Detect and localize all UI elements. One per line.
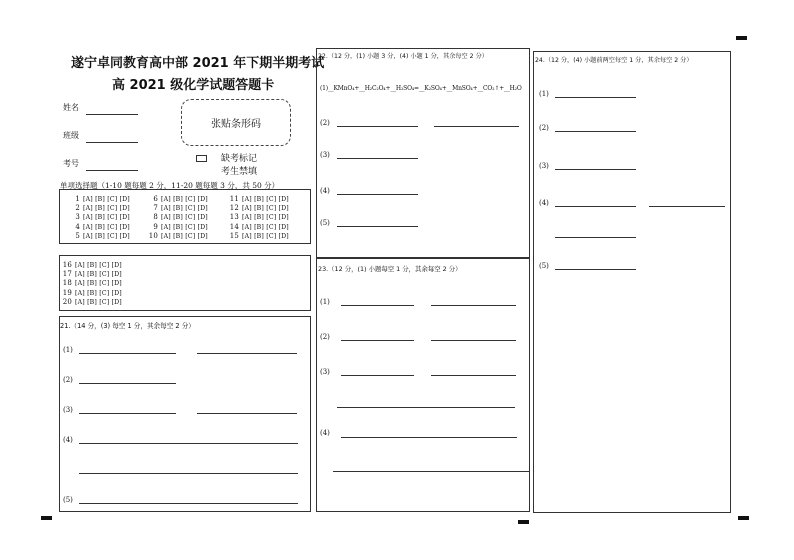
q23-answer-1b[interactable] (431, 305, 516, 306)
mcq-options[interactable]: [A] [B] [C] [D] (242, 223, 289, 231)
mcq-options[interactable]: [A] [B] [C] [D] (242, 232, 289, 240)
q23-part-4: (4) (320, 429, 330, 437)
q22-answer-2a[interactable] (337, 126, 418, 127)
q23-box (316, 258, 530, 512)
q24-part-2: (2) (539, 124, 549, 132)
q21-part-3: (3) (63, 406, 73, 414)
mcq-number: 17 (62, 270, 72, 279)
mcq-options[interactable]: [A] [B] [C] [D] (75, 262, 122, 269)
q24-answer-4b[interactable] (649, 206, 725, 207)
mcq-options[interactable]: [A] [B] [C] [D] (83, 223, 130, 231)
registration-mark-bottom-right (738, 516, 749, 520)
mcq-options[interactable]: [A] [B] [C] [D] (83, 196, 130, 203)
q21-part-5: (5) (63, 496, 73, 504)
mcq-question-13[interactable] (227, 213, 289, 221)
q22-answer-2b[interactable] (434, 126, 519, 127)
registration-mark-top-right (736, 36, 747, 40)
mcq-number: 16 (62, 261, 72, 269)
mcq-question-18[interactable] (60, 279, 122, 287)
q23-part-1: (1) (320, 298, 330, 306)
q24-answer-2[interactable] (555, 131, 636, 132)
q21-answer-3b[interactable] (197, 413, 297, 414)
q24-answer-1[interactable] (555, 97, 636, 98)
name-field[interactable] (86, 114, 138, 115)
q21-heading: 21.（14 分，(3) 每空 1 分，其余每空 2 分） (60, 322, 195, 330)
mcq-question-7[interactable] (146, 204, 208, 212)
mcq-number: 12 (229, 204, 239, 213)
mcq-options[interactable]: [A] [B] [C] [D] (161, 214, 208, 222)
q24-heading: 24.（12 分，(4) 小题前两空每空 1 分，其余每空 2 分） (535, 57, 693, 64)
q22-equation: (1)__KMnO₄+__H₂C₂O₄+__H₂SO₄=__K₂SO₄+__MnSO₄+__CO₂↑+__H₂O (320, 85, 522, 92)
q22-answer-3[interactable] (337, 158, 418, 159)
class-field[interactable] (86, 142, 138, 143)
card-subtitle: 高 2021 级化学试题答题卡 (112, 78, 275, 93)
q23-part-3: (3) (320, 368, 330, 376)
mcq-options[interactable]: [A] [B] [C] [D] (83, 205, 130, 213)
q22-part-4: (4) (320, 187, 330, 195)
mcq-options[interactable]: [A] [B] [C] [D] (242, 196, 289, 203)
mcq-options[interactable]: [A] [B] [C] [D] (83, 232, 130, 240)
mcq-options[interactable]: [A] [B] [C] [D] (161, 223, 208, 231)
mcq-options[interactable]: [A] [B] [C] [D] (242, 205, 289, 213)
q21-answer-5[interactable] (79, 503, 298, 504)
q22-answer-4[interactable] (337, 194, 418, 195)
q22-heading: 22.（12 分，(1) 小题 3 分，(4) 小题 1 分，其余每空 2 分） (318, 53, 488, 60)
mcq-options[interactable]: [A] [B] [C] [D] (161, 196, 208, 203)
q23-answer-1a[interactable] (341, 305, 414, 306)
q22-answer-5[interactable] (337, 226, 418, 227)
q21-part-1: (1) (63, 346, 73, 354)
mcq-number: 9 (153, 222, 158, 231)
mcq-question-16[interactable] (60, 261, 122, 269)
mcq-question-15[interactable] (227, 232, 289, 240)
mcq-question-6[interactable] (146, 195, 208, 203)
q23-answer-2a[interactable] (341, 340, 414, 341)
absent-mark-label: 缺考标记 (221, 154, 258, 164)
mcq-number: 10 (148, 231, 158, 240)
mcq-question-10[interactable] (146, 232, 208, 240)
mcq-question-17[interactable] (60, 270, 122, 278)
mcq-number: 15 (229, 231, 239, 240)
mcq-number: 5 (75, 231, 80, 240)
q21-answer-3a[interactable] (79, 413, 176, 414)
mcq-options[interactable]: [A] [B] [C] [D] (75, 280, 122, 288)
mcq-question-3[interactable] (68, 213, 130, 221)
q21-answer-4[interactable] (79, 443, 298, 444)
q21-box (59, 316, 311, 512)
mcq-number: 18 (62, 279, 72, 288)
mcq-question-8[interactable] (146, 213, 208, 221)
mcq-question-20[interactable] (60, 298, 122, 306)
absent-note-label: 考生禁填 (221, 167, 258, 177)
q24-answer-4c[interactable] (555, 237, 636, 238)
q23-answer-3c[interactable] (337, 407, 515, 408)
absent-checkbox[interactable] (196, 155, 207, 162)
q24-part-1: (1) (539, 90, 549, 98)
q24-box (533, 51, 731, 513)
mcq-options[interactable]: [A] [B] [C] [D] (75, 271, 122, 279)
mcq-question-1[interactable] (68, 195, 130, 203)
mcq-number: 14 (229, 222, 239, 231)
q23-answer-3b[interactable] (431, 375, 516, 376)
name-label: 姓名 (63, 103, 79, 112)
barcode-label: 张贴条形码 (211, 119, 261, 130)
q22-part-5: (5) (320, 219, 330, 227)
q24-part-4: (4) (539, 199, 549, 207)
mcq-number: 7 (153, 204, 158, 213)
mcq-number: 11 (229, 195, 239, 203)
mcq-question-14[interactable] (227, 223, 289, 231)
mcq-question-19[interactable] (60, 289, 122, 297)
mcq-number: 19 (62, 288, 72, 297)
mcq-question-2[interactable] (68, 204, 130, 212)
q24-answer-4a[interactable] (555, 206, 636, 207)
mcq-number: 13 (229, 213, 239, 222)
registration-mark-bottom-left (41, 516, 52, 520)
q21-part-4: (4) (63, 436, 73, 444)
q23-part-2: (2) (320, 333, 330, 341)
mcq-options[interactable]: [A] [B] [C] [D] (242, 214, 289, 222)
mcq-number: 20 (62, 297, 72, 306)
mcq-question-12[interactable] (227, 204, 289, 212)
exam-no-label: 考号 (63, 159, 79, 168)
q21-answer-4b[interactable] (79, 473, 298, 474)
q21-answer-1a[interactable] (79, 353, 176, 354)
mcq-options[interactable]: [A] [B] [C] [D] (75, 298, 122, 306)
mcq-options[interactable]: [A] [B] [C] [D] (75, 289, 122, 297)
q21-answer-1b[interactable] (197, 353, 297, 354)
mcq-question-4[interactable] (68, 223, 130, 231)
q24-answer-5[interactable] (555, 269, 636, 270)
mcq-question-9[interactable] (146, 223, 208, 231)
q21-part-2: (2) (63, 376, 73, 384)
mcq-options[interactable]: [A] [B] [C] [D] (161, 232, 208, 240)
mcq-question-11[interactable] (227, 195, 289, 203)
mcq-number: 3 (75, 213, 80, 222)
q21-answer-2[interactable] (79, 383, 176, 384)
mcq-number: 6 (153, 195, 158, 203)
class-label: 班级 (63, 131, 79, 140)
q23-answer-4b[interactable] (333, 471, 529, 472)
q22-part-3: (3) (320, 151, 330, 159)
mcq-question-5[interactable] (68, 232, 130, 240)
q24-part-3: (3) (539, 162, 549, 170)
mcq-number: 1 (75, 195, 80, 203)
mcq-heading: 单项选择题（1-10 题每题 2 分，11-20 题每题 3 分，共 50 分） (60, 181, 280, 190)
q23-answer-2b[interactable] (431, 340, 516, 341)
registration-mark-bottom-center (518, 520, 529, 524)
exam-title: 遂宁卓同教育高中部 2021 年下期半期考试 (71, 56, 325, 71)
q23-answer-3a[interactable] (341, 375, 414, 376)
q23-answer-4a[interactable] (341, 437, 517, 438)
mcq-number: 4 (75, 222, 80, 231)
q22-part-2: (2) (320, 119, 330, 127)
mcq-number: 2 (75, 204, 80, 213)
q23-heading: 23.（12 分，(1) 小题每空 1 分，其余每空 2 分） (318, 265, 462, 273)
barcode-area (181, 99, 291, 146)
mcq-options[interactable]: [A] [B] [C] [D] (161, 205, 208, 213)
q24-answer-3[interactable] (555, 169, 636, 170)
q24-part-5: (5) (539, 262, 549, 270)
exam-no-field[interactable] (86, 170, 138, 171)
mcq-options[interactable]: [A] [B] [C] [D] (83, 214, 130, 222)
mcq-number: 8 (153, 213, 158, 222)
